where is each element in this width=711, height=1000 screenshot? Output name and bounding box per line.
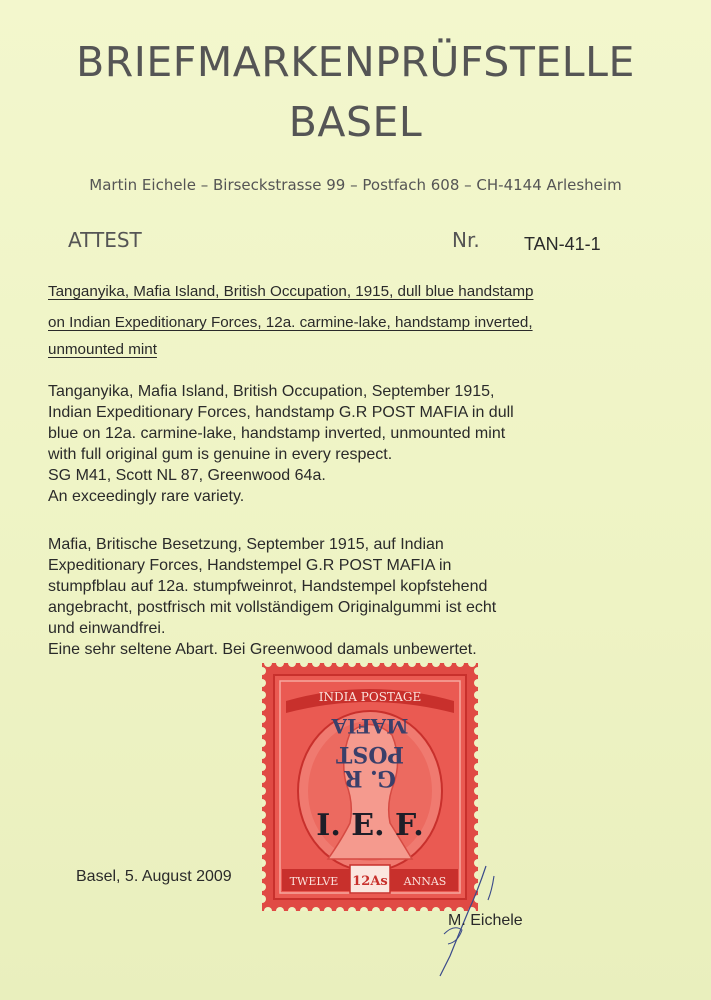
handstamp-line: POST [336,741,404,767]
stamp-top-text: INDIA POSTAGE [318,690,422,704]
certificate-number: TAN-41-1 [524,234,601,254]
english-line: SG M41, Scott NL 87, Greenwood 64a. [48,467,326,484]
german-line: und einwandfrei. [48,620,166,637]
nr-label: Nr. [452,228,480,252]
stamp-value-left: TWELVE [289,875,339,888]
header-address: Martin Eichele – Birseckstrasse 99 – Postfach 608 – CH-4144 Arlesheim [89,176,622,194]
handstamp-line: G. R [344,765,396,791]
english-line: Indian Expeditionary Forces, handstamp G.R POST MAFIA in dull [48,404,514,421]
english-line: Tanganyika, Mafia Island, British Occupation, September 1915, [48,383,495,400]
attest-label: ATTEST [68,228,142,252]
stamp-overprint: I. E. F. [316,808,424,843]
german-line: Eine sehr seltene Abart. Bei Greenwood damals unbewertet. [48,641,477,658]
stamp-value-right: ANNAS [403,875,447,888]
summary-line: unmounted mint [48,341,157,358]
english-line: blue on 12a. carmine-lake, handstamp inverted, unmounted mint [48,425,506,442]
german-line: angebracht, postfrisch mit vollständigem Originalgummi ist echt [48,599,497,616]
summary-line: on Indian Expeditionary Forces, 12a. carmine-lake, handstamp inverted, [48,314,533,331]
signatory-name: M. Eichele [448,912,523,929]
stamp-value-center: 12As [352,874,388,889]
english-description [48,381,688,507]
german-description [48,534,688,660]
summary-line: Tanganyika, Mafia Island, British Occupation, 1915, dull blue handstamp [48,283,534,300]
english-line: with full original gum is genuine in every respect. [48,446,393,463]
header-title: BRIEFMARKENPRÜFSTELLE [76,38,635,86]
handstamp-line: MAFIA [331,714,409,738]
place-date: Basel, 5. August 2009 [76,868,232,885]
header-city: BASEL [288,98,423,146]
german-line: stumpfblau auf 12a. stumpfweinrot, Handstempel kopfstehend [48,578,488,595]
german-line: Mafia, Britische Besetzung, September 1915, auf Indian [48,536,444,553]
german-line: Expeditionary Forces, Handstempel G.R POST MAFIA in [48,557,452,574]
english-line: An exceedingly rare variety. [48,488,245,505]
